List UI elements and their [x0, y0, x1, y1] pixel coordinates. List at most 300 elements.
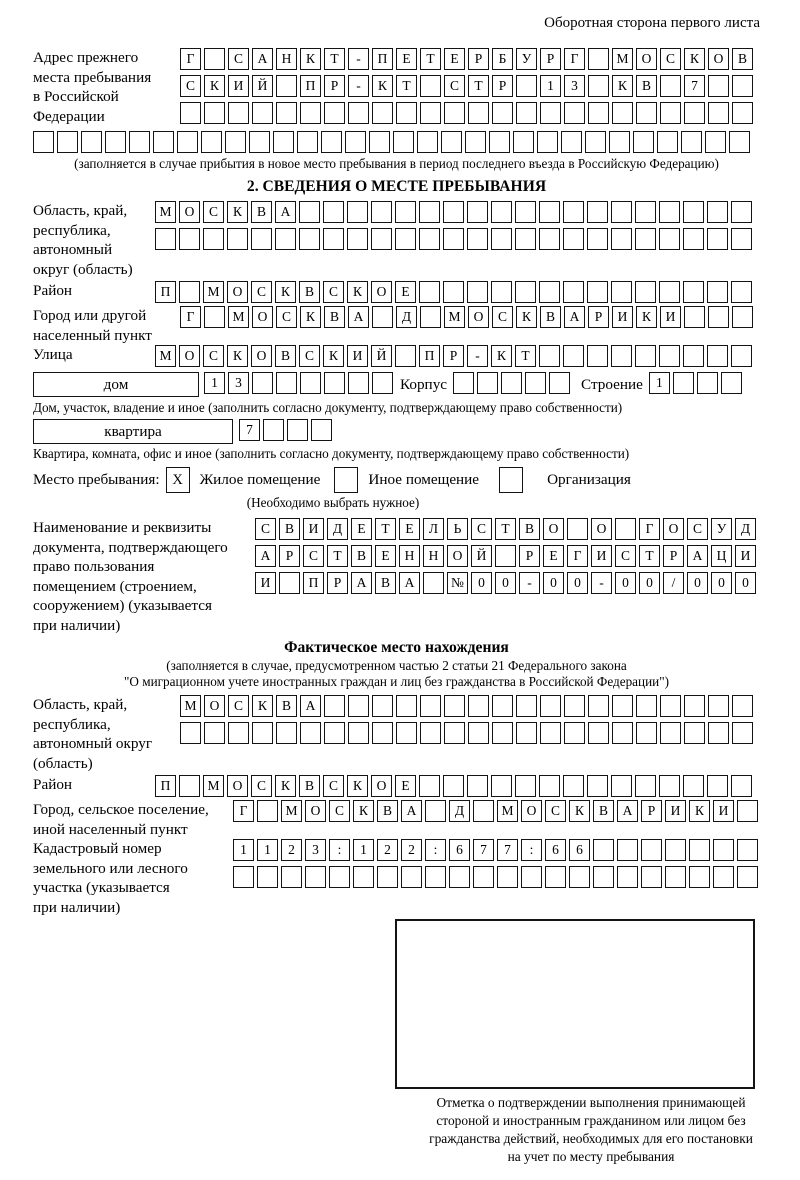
char-cell[interactable] — [477, 372, 498, 394]
char-cell[interactable]: К — [252, 695, 273, 717]
char-cell[interactable] — [372, 306, 393, 328]
char-cell[interactable]: О — [227, 775, 248, 797]
char-cell[interactable]: С — [323, 281, 344, 303]
char-cell[interactable] — [516, 722, 537, 744]
char-cell[interactable]: № — [447, 572, 468, 594]
char-cell[interactable] — [635, 281, 656, 303]
char-cell[interactable]: Р — [279, 545, 300, 567]
char-cell[interactable] — [495, 545, 516, 567]
char-cell[interactable]: Т — [468, 75, 489, 97]
char-cell[interactable]: И — [228, 75, 249, 97]
char-cell[interactable] — [180, 102, 201, 124]
char-cell[interactable] — [395, 201, 416, 223]
char-cell[interactable]: И — [660, 306, 681, 328]
char-cell[interactable] — [467, 201, 488, 223]
char-cell[interactable]: В — [593, 800, 614, 822]
char-cell[interactable] — [276, 102, 297, 124]
char-cell[interactable] — [299, 201, 320, 223]
char-cell[interactable] — [737, 839, 758, 861]
char-cell[interactable] — [516, 695, 537, 717]
char-cell[interactable] — [129, 131, 150, 153]
char-cell[interactable] — [491, 201, 512, 223]
char-cell[interactable] — [540, 695, 561, 717]
char-cell[interactable] — [612, 722, 633, 744]
char-cell[interactable]: В — [324, 306, 345, 328]
char-cell[interactable]: С — [660, 48, 681, 70]
char-cell[interactable] — [636, 102, 657, 124]
char-cell[interactable] — [539, 345, 560, 367]
char-cell[interactable] — [708, 722, 729, 744]
char-cell[interactable] — [155, 228, 176, 250]
char-cell[interactable] — [540, 102, 561, 124]
char-cell[interactable]: С — [203, 345, 224, 367]
char-cell[interactable] — [275, 228, 296, 250]
char-cell[interactable]: С — [444, 75, 465, 97]
char-cell[interactable] — [731, 345, 752, 367]
char-cell[interactable]: 1 — [540, 75, 561, 97]
char-cell[interactable]: А — [255, 545, 276, 567]
char-cell[interactable] — [180, 722, 201, 744]
char-cell[interactable] — [201, 131, 222, 153]
char-cell[interactable]: М — [203, 281, 224, 303]
char-cell[interactable] — [396, 722, 417, 744]
char-cell[interactable]: 1 — [233, 839, 254, 861]
char-cell[interactable]: В — [377, 800, 398, 822]
char-cell[interactable]: В — [519, 518, 540, 540]
char-cell[interactable] — [348, 695, 369, 717]
char-cell[interactable]: В — [732, 48, 753, 70]
char-cell[interactable]: 6 — [569, 839, 590, 861]
char-cell[interactable] — [276, 372, 297, 394]
char-cell[interactable] — [563, 228, 584, 250]
char-cell[interactable] — [731, 281, 752, 303]
char-cell[interactable] — [588, 102, 609, 124]
char-cell[interactable] — [228, 722, 249, 744]
char-cell[interactable] — [395, 228, 416, 250]
char-cell[interactable] — [660, 695, 681, 717]
char-cell[interactable] — [492, 102, 513, 124]
char-cell[interactable]: Е — [395, 281, 416, 303]
char-cell[interactable]: 7 — [497, 839, 518, 861]
char-cell[interactable] — [569, 866, 590, 888]
char-cell[interactable] — [423, 572, 444, 594]
char-cell[interactable] — [465, 131, 486, 153]
char-cell[interactable] — [564, 695, 585, 717]
char-cell[interactable]: Д — [449, 800, 470, 822]
char-cell[interactable] — [588, 75, 609, 97]
char-cell[interactable] — [425, 866, 446, 888]
char-cell[interactable]: Р — [492, 75, 513, 97]
char-cell[interactable]: М — [228, 306, 249, 328]
char-cell[interactable] — [453, 372, 474, 394]
char-cell[interactable]: И — [255, 572, 276, 594]
char-cell[interactable]: Р — [641, 800, 662, 822]
char-cell[interactable]: Й — [471, 545, 492, 567]
char-cell[interactable] — [492, 695, 513, 717]
char-cell[interactable] — [420, 75, 441, 97]
char-cell[interactable] — [732, 306, 753, 328]
char-cell[interactable]: К — [491, 345, 512, 367]
char-cell[interactable]: О — [468, 306, 489, 328]
char-cell[interactable] — [684, 306, 705, 328]
char-cell[interactable] — [444, 722, 465, 744]
char-cell[interactable]: О — [636, 48, 657, 70]
char-cell[interactable] — [473, 800, 494, 822]
char-cell[interactable]: М — [180, 695, 201, 717]
char-cell[interactable] — [563, 201, 584, 223]
char-cell[interactable] — [468, 722, 489, 744]
char-cell[interactable]: 2 — [281, 839, 302, 861]
char-cell[interactable] — [516, 102, 537, 124]
char-cell[interactable]: О — [371, 281, 392, 303]
char-cell[interactable]: К — [612, 75, 633, 97]
char-cell[interactable] — [324, 102, 345, 124]
char-cell[interactable] — [585, 131, 606, 153]
char-cell[interactable] — [468, 695, 489, 717]
char-cell[interactable]: К — [636, 306, 657, 328]
char-cell[interactable] — [515, 228, 536, 250]
char-cell[interactable]: - — [348, 75, 369, 97]
char-cell[interactable] — [516, 75, 537, 97]
char-cell[interactable] — [707, 228, 728, 250]
char-cell[interactable]: 1 — [257, 839, 278, 861]
char-cell[interactable] — [708, 75, 729, 97]
char-cell[interactable]: / — [663, 572, 684, 594]
char-cell[interactable]: С — [329, 800, 350, 822]
char-cell[interactable] — [539, 775, 560, 797]
char-cell[interactable]: Д — [327, 518, 348, 540]
char-cell[interactable]: 0 — [567, 572, 588, 594]
char-cell[interactable] — [323, 201, 344, 223]
char-cell[interactable]: 0 — [471, 572, 492, 594]
char-cell[interactable]: К — [372, 75, 393, 97]
char-cell[interactable]: Д — [735, 518, 756, 540]
char-cell[interactable]: С — [471, 518, 492, 540]
char-cell[interactable] — [281, 866, 302, 888]
char-cell[interactable] — [633, 131, 654, 153]
char-cell[interactable] — [393, 131, 414, 153]
char-cell[interactable]: Р — [663, 545, 684, 567]
char-cell[interactable] — [228, 102, 249, 124]
char-cell[interactable] — [513, 131, 534, 153]
char-cell[interactable] — [588, 695, 609, 717]
char-cell[interactable] — [737, 800, 758, 822]
char-cell[interactable] — [683, 345, 704, 367]
char-cell[interactable]: Р — [519, 545, 540, 567]
char-cell[interactable]: П — [155, 775, 176, 797]
char-cell[interactable] — [396, 102, 417, 124]
char-cell[interactable] — [567, 518, 588, 540]
char-cell[interactable] — [371, 201, 392, 223]
char-cell[interactable]: Е — [399, 518, 420, 540]
char-cell[interactable]: В — [251, 201, 272, 223]
char-cell[interactable] — [419, 201, 440, 223]
char-cell[interactable]: У — [516, 48, 537, 70]
char-cell[interactable] — [279, 572, 300, 594]
char-cell[interactable]: Т — [396, 75, 417, 97]
char-cell[interactable]: В — [299, 775, 320, 797]
char-cell[interactable]: 0 — [639, 572, 660, 594]
char-cell[interactable]: : — [521, 839, 542, 861]
char-cell[interactable]: И — [612, 306, 633, 328]
char-cell[interactable] — [443, 228, 464, 250]
char-cell[interactable]: : — [329, 839, 350, 861]
char-cell[interactable]: 0 — [543, 572, 564, 594]
char-cell[interactable]: Р — [324, 75, 345, 97]
char-cell[interactable]: А — [401, 800, 422, 822]
char-cell[interactable]: 0 — [615, 572, 636, 594]
char-cell[interactable]: 7 — [473, 839, 494, 861]
char-cell[interactable]: С — [255, 518, 276, 540]
char-cell[interactable] — [587, 281, 608, 303]
char-cell[interactable]: С — [276, 306, 297, 328]
char-cell[interactable]: В — [636, 75, 657, 97]
char-cell[interactable]: Ц — [711, 545, 732, 567]
char-cell[interactable] — [233, 866, 254, 888]
char-cell[interactable]: П — [303, 572, 324, 594]
char-cell[interactable] — [564, 722, 585, 744]
char-cell[interactable] — [57, 131, 78, 153]
char-cell[interactable] — [683, 775, 704, 797]
char-cell[interactable] — [347, 228, 368, 250]
char-cell[interactable] — [588, 722, 609, 744]
char-cell[interactable] — [659, 281, 680, 303]
char-cell[interactable] — [635, 228, 656, 250]
char-cell[interactable] — [707, 201, 728, 223]
char-cell[interactable] — [321, 131, 342, 153]
char-cell[interactable] — [204, 722, 225, 744]
char-cell[interactable]: И — [591, 545, 612, 567]
char-cell[interactable]: А — [351, 572, 372, 594]
char-cell[interactable]: Г — [639, 518, 660, 540]
char-cell[interactable] — [593, 839, 614, 861]
char-cell[interactable]: С — [323, 775, 344, 797]
char-cell[interactable] — [497, 866, 518, 888]
char-cell[interactable]: Е — [444, 48, 465, 70]
char-cell[interactable] — [252, 102, 273, 124]
char-cell[interactable] — [276, 722, 297, 744]
char-cell[interactable]: В — [279, 518, 300, 540]
char-cell[interactable] — [525, 372, 546, 394]
char-cell[interactable] — [153, 131, 174, 153]
char-cell[interactable] — [737, 866, 758, 888]
char-cell[interactable] — [641, 839, 662, 861]
char-cell[interactable]: Р — [588, 306, 609, 328]
org-checkbox[interactable] — [499, 467, 523, 493]
char-cell[interactable] — [545, 866, 566, 888]
char-cell[interactable] — [684, 102, 705, 124]
char-cell[interactable] — [539, 201, 560, 223]
char-cell[interactable]: С — [299, 345, 320, 367]
char-cell[interactable] — [731, 775, 752, 797]
char-cell[interactable]: 0 — [495, 572, 516, 594]
char-cell[interactable]: К — [300, 48, 321, 70]
char-cell[interactable] — [635, 345, 656, 367]
char-cell[interactable] — [273, 131, 294, 153]
char-cell[interactable] — [683, 201, 704, 223]
char-cell[interactable]: К — [275, 281, 296, 303]
char-cell[interactable] — [420, 695, 441, 717]
char-cell[interactable] — [491, 281, 512, 303]
char-cell[interactable] — [721, 372, 742, 394]
char-cell[interactable]: А — [687, 545, 708, 567]
char-cell[interactable]: В — [299, 281, 320, 303]
char-cell[interactable] — [587, 775, 608, 797]
char-cell[interactable]: О — [521, 800, 542, 822]
char-cell[interactable]: П — [419, 345, 440, 367]
char-cell[interactable]: Г — [567, 545, 588, 567]
char-cell[interactable]: И — [347, 345, 368, 367]
char-cell[interactable]: Е — [375, 545, 396, 567]
char-cell[interactable] — [549, 372, 570, 394]
char-cell[interactable]: 0 — [711, 572, 732, 594]
char-cell[interactable]: - — [348, 48, 369, 70]
char-cell[interactable] — [657, 131, 678, 153]
char-cell[interactable] — [587, 228, 608, 250]
char-cell[interactable] — [417, 131, 438, 153]
char-cell[interactable] — [689, 839, 710, 861]
char-cell[interactable] — [713, 839, 734, 861]
char-cell[interactable]: Д — [396, 306, 417, 328]
char-cell[interactable] — [420, 102, 441, 124]
char-cell[interactable] — [252, 722, 273, 744]
char-cell[interactable]: Б — [492, 48, 513, 70]
char-cell[interactable] — [369, 131, 390, 153]
char-cell[interactable]: М — [612, 48, 633, 70]
char-cell[interactable] — [287, 419, 308, 441]
char-cell[interactable] — [515, 201, 536, 223]
char-cell[interactable] — [491, 228, 512, 250]
char-cell[interactable] — [467, 281, 488, 303]
char-cell[interactable]: 3 — [564, 75, 585, 97]
char-cell[interactable] — [323, 228, 344, 250]
char-cell[interactable] — [299, 228, 320, 250]
char-cell[interactable] — [587, 201, 608, 223]
char-cell[interactable] — [324, 695, 345, 717]
char-cell[interactable] — [713, 866, 734, 888]
char-cell[interactable] — [372, 695, 393, 717]
char-cell[interactable]: : — [425, 839, 446, 861]
char-cell[interactable] — [636, 722, 657, 744]
char-cell[interactable] — [617, 866, 638, 888]
char-cell[interactable]: К — [689, 800, 710, 822]
char-cell[interactable]: С — [545, 800, 566, 822]
char-cell[interactable] — [347, 201, 368, 223]
char-cell[interactable]: 2 — [377, 839, 398, 861]
char-cell[interactable]: И — [735, 545, 756, 567]
char-cell[interactable] — [563, 281, 584, 303]
char-cell[interactable]: О — [252, 306, 273, 328]
char-cell[interactable]: К — [300, 306, 321, 328]
char-cell[interactable]: Г — [233, 800, 254, 822]
char-cell[interactable]: О — [227, 281, 248, 303]
char-cell[interactable]: - — [519, 572, 540, 594]
char-cell[interactable]: Р — [443, 345, 464, 367]
char-cell[interactable] — [396, 695, 417, 717]
char-cell[interactable]: М — [203, 775, 224, 797]
char-cell[interactable]: О — [305, 800, 326, 822]
char-cell[interactable] — [561, 131, 582, 153]
char-cell[interactable]: М — [155, 345, 176, 367]
char-cell[interactable] — [660, 722, 681, 744]
char-cell[interactable] — [707, 281, 728, 303]
char-cell[interactable] — [492, 722, 513, 744]
char-cell[interactable] — [227, 228, 248, 250]
char-cell[interactable]: И — [303, 518, 324, 540]
char-cell[interactable] — [489, 131, 510, 153]
char-cell[interactable] — [467, 228, 488, 250]
char-cell[interactable]: Т — [420, 48, 441, 70]
char-cell[interactable] — [593, 866, 614, 888]
char-cell[interactable]: М — [155, 201, 176, 223]
char-cell[interactable] — [468, 102, 489, 124]
char-cell[interactable]: А — [348, 306, 369, 328]
char-cell[interactable] — [731, 201, 752, 223]
char-cell[interactable] — [659, 345, 680, 367]
char-cell[interactable] — [635, 201, 656, 223]
char-cell[interactable]: С — [303, 545, 324, 567]
char-cell[interactable]: 3 — [228, 372, 249, 394]
char-cell[interactable] — [401, 866, 422, 888]
char-cell[interactable]: О — [179, 201, 200, 223]
char-cell[interactable] — [420, 722, 441, 744]
char-cell[interactable]: 7 — [684, 75, 705, 97]
char-cell[interactable]: В — [540, 306, 561, 328]
char-cell[interactable] — [660, 75, 681, 97]
char-cell[interactable] — [612, 102, 633, 124]
char-cell[interactable] — [300, 722, 321, 744]
char-cell[interactable]: О — [371, 775, 392, 797]
char-cell[interactable]: Е — [543, 545, 564, 567]
char-cell[interactable]: 7 — [239, 419, 260, 441]
char-cell[interactable]: К — [569, 800, 590, 822]
char-cell[interactable] — [348, 102, 369, 124]
inoe-checkbox[interactable] — [334, 467, 358, 493]
char-cell[interactable] — [732, 75, 753, 97]
char-cell[interactable] — [641, 866, 662, 888]
char-cell[interactable] — [441, 131, 462, 153]
char-cell[interactable] — [617, 839, 638, 861]
char-cell[interactable] — [276, 75, 297, 97]
char-cell[interactable] — [251, 228, 272, 250]
char-cell[interactable] — [539, 281, 560, 303]
char-cell[interactable] — [731, 228, 752, 250]
char-cell[interactable] — [665, 839, 686, 861]
char-cell[interactable]: О — [663, 518, 684, 540]
char-cell[interactable]: Л — [423, 518, 444, 540]
char-cell[interactable]: С — [228, 695, 249, 717]
char-cell[interactable] — [297, 131, 318, 153]
char-cell[interactable] — [257, 800, 278, 822]
char-cell[interactable]: К — [227, 345, 248, 367]
char-cell[interactable]: Г — [180, 48, 201, 70]
char-cell[interactable] — [635, 775, 656, 797]
char-cell[interactable] — [324, 722, 345, 744]
char-cell[interactable]: Й — [252, 75, 273, 97]
char-cell[interactable] — [684, 722, 705, 744]
char-cell[interactable]: Т — [324, 48, 345, 70]
char-cell[interactable]: К — [353, 800, 374, 822]
char-cell[interactable]: А — [617, 800, 638, 822]
char-cell[interactable]: 6 — [545, 839, 566, 861]
char-cell[interactable] — [732, 722, 753, 744]
char-cell[interactable] — [537, 131, 558, 153]
char-cell[interactable] — [683, 228, 704, 250]
char-cell[interactable] — [708, 306, 729, 328]
char-cell[interactable] — [521, 866, 542, 888]
char-cell[interactable]: О — [543, 518, 564, 540]
char-cell[interactable]: С — [251, 281, 272, 303]
